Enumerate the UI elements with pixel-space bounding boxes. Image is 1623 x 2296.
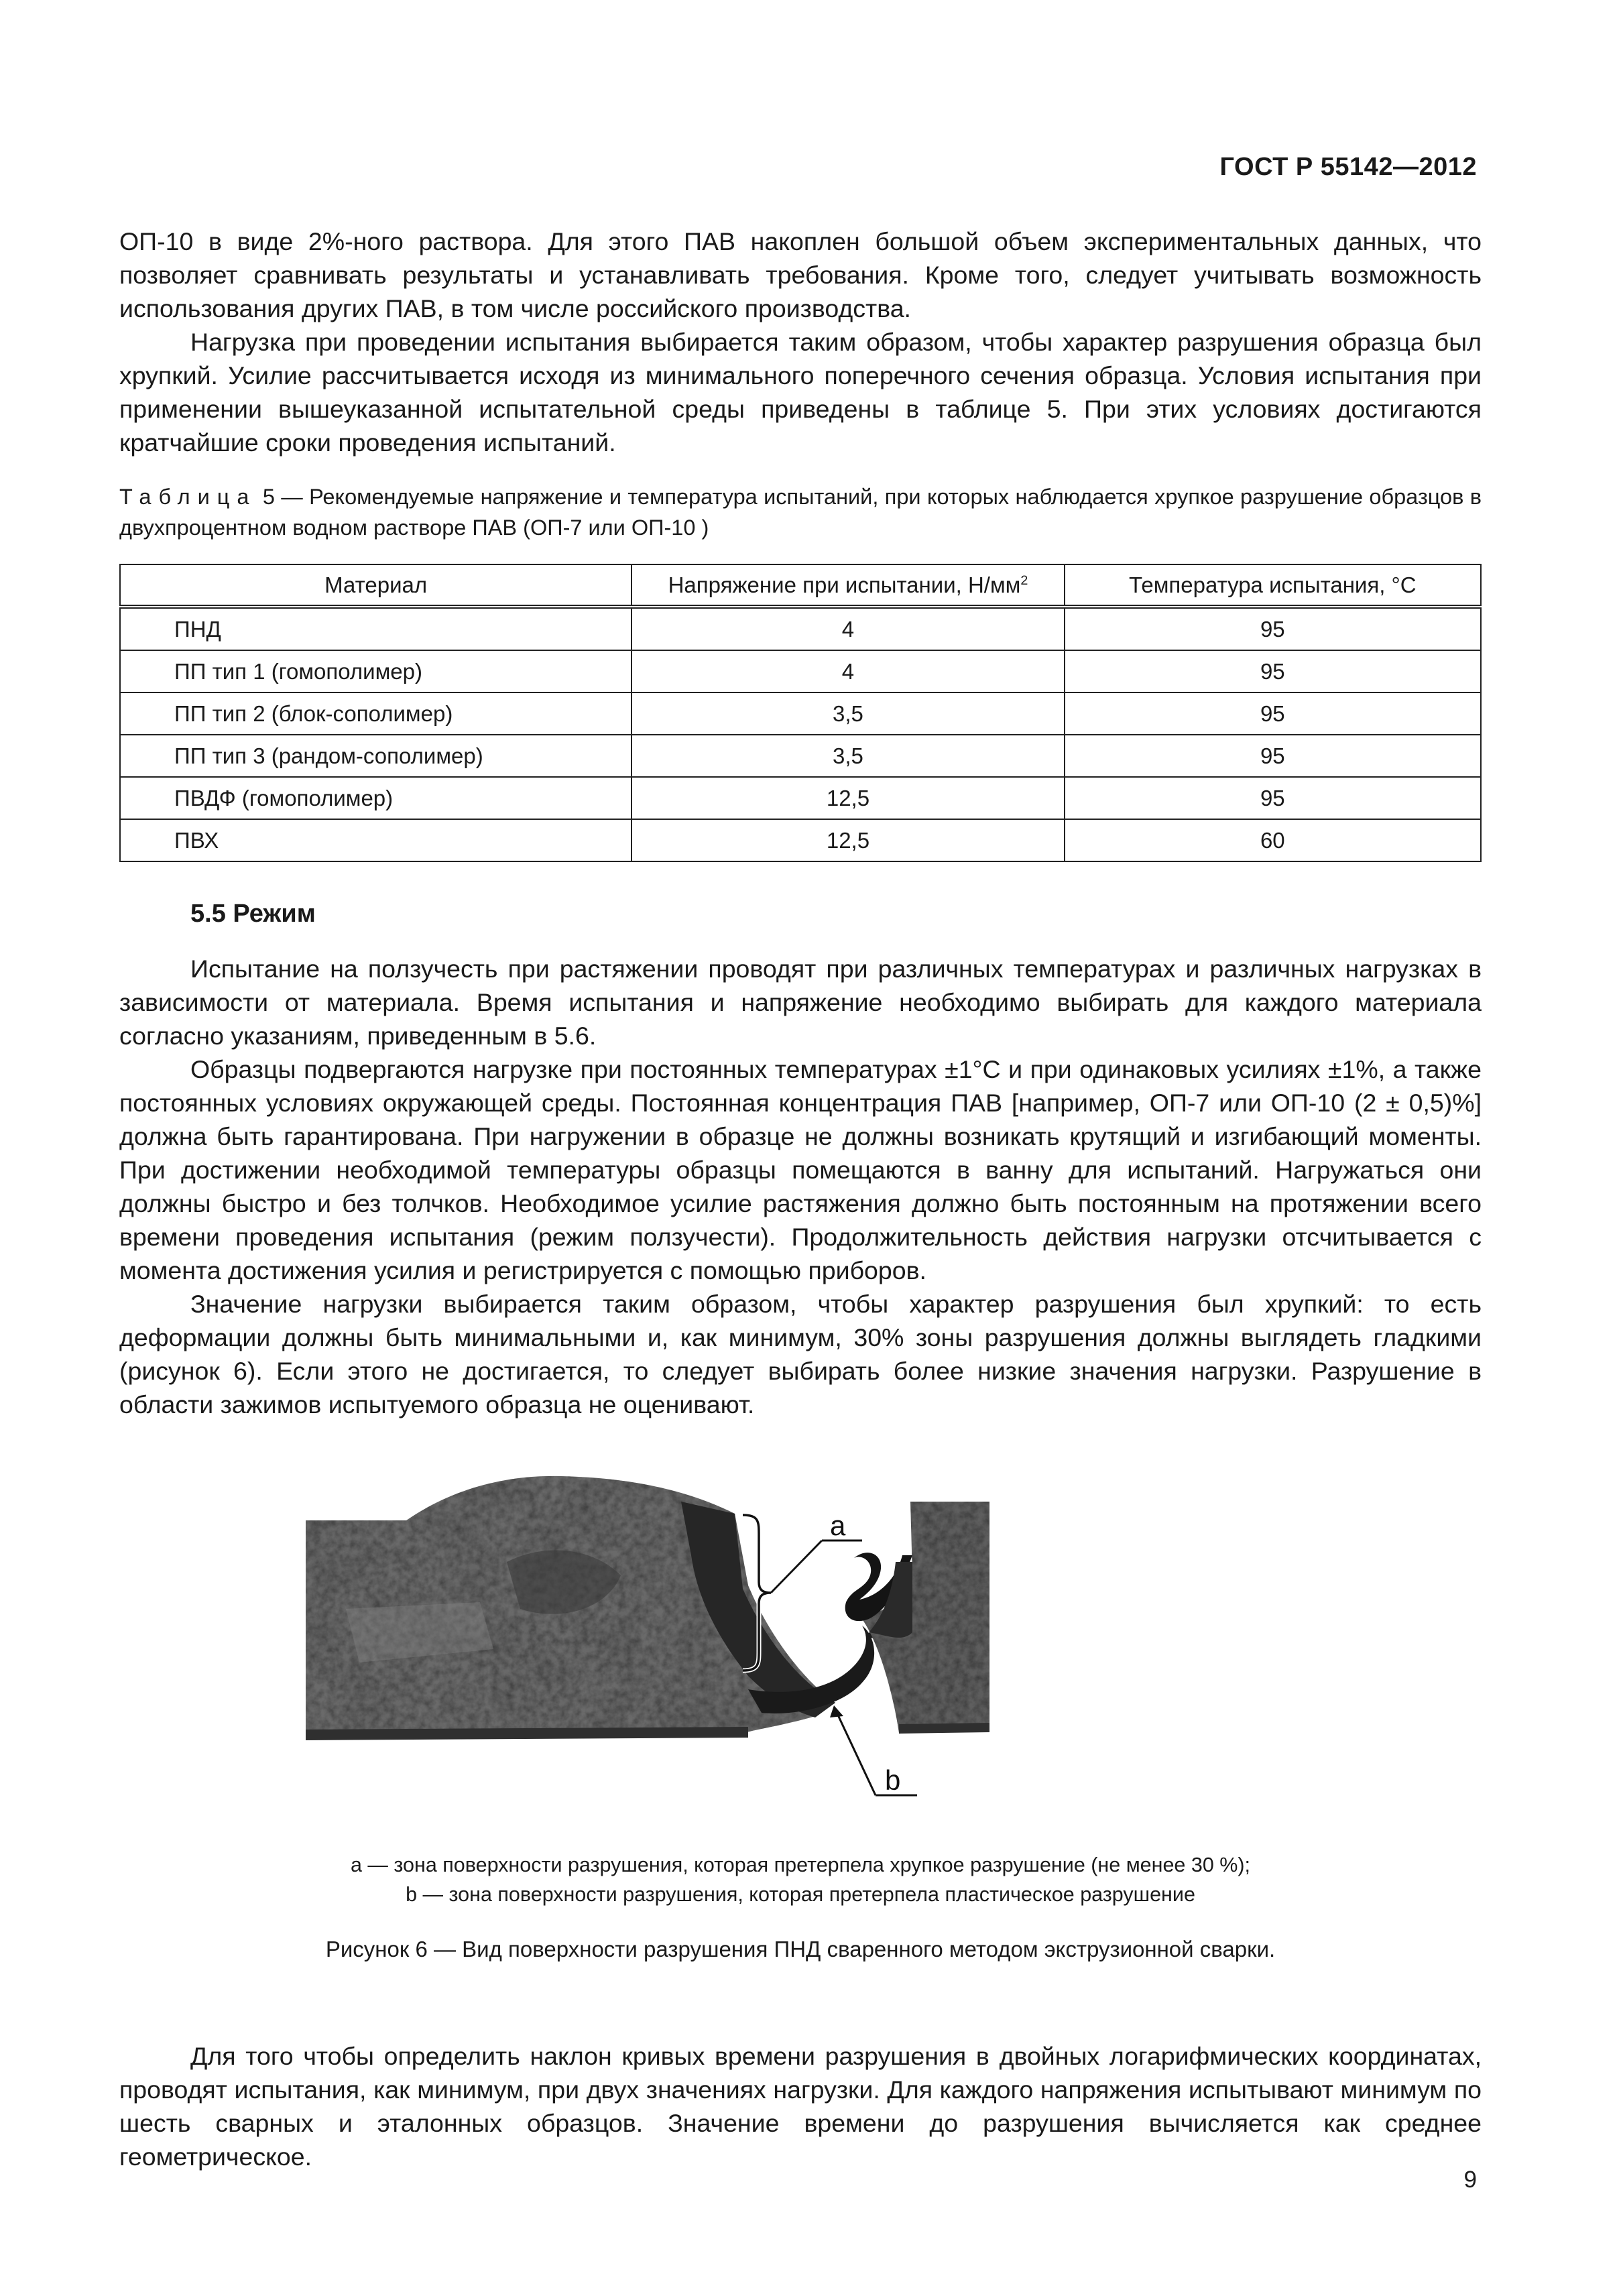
cell-temperature: 95 [1065,735,1481,777]
cell-material: ПВХ [120,819,632,861]
cell-temperature: 60 [1065,819,1481,861]
table-caption-text: 5 — Рекомендуемые напряжение и температура испытаний, при которых наблюдается хрупкое разрушение образцов в двухпроцентном водном растворе ПАВ (ОП-7 или ОП-10 ) [119,485,1482,540]
intro-text [119,225,1482,459]
table-row [120,692,1481,735]
table-header-row [120,564,1481,607]
final-text [119,2039,1482,2173]
paragraph: Для того чтобы определить наклон кривых времени разрушения в двойных логарифмических координатах, проводят испытания, как минимум, при двух значениях нагрузки. Для каждого напряжения испытывают минимум по шесть сварных и эталонных образцов. Значение времени до разрушения вычисляется как среднее геометрическое. [119,2042,1482,2171]
paragraph: Испытание на ползучесть при растяжении проводят при различных температурах и различных нагрузках в зависимости от материала. Время испытания и напряжение необходимо выбирать для каждого материала согласно указаниям, приведенным в 5.6. [119,955,1482,1050]
cell-temperature: 95 [1065,777,1481,819]
table-caption-label: Таблица [119,485,257,509]
section-title: 5.5 Режим [190,900,316,928]
cell-stress: 12,5 [632,777,1064,819]
table-row [120,819,1481,861]
cell-temperature: 95 [1065,650,1481,692]
test-conditions-table [119,564,1482,862]
table-row [120,777,1481,819]
paragraph: Образцы подвергаются нагрузке при постоянных температурах ±1°С и при одинаковых усилиях ±1%, а также постоянных условиях окружающей среды. Постоянная концентрация ПАВ [например, ОП-7 или ОП-10 (2 ± 0,5)%] должна быть гарантирована. При нагружении в образце не должны возникать крутящий и изгибающий моменты. При достижении необходимой температуры образцы помещаются в ванну для испытаний. Нагружаться они должны быстро и без толчков. Необходимое усилие растяжения должно быть постоянным на протяжении всего времени проведения испытания (режим ползучести). Продолжительность действия нагрузки отсчитывается с момента достижения усилия и регистрируется с помощью приборов. [119,1055,1482,1284]
cell-material: ПП тип 3 (рандом-сополимер) [120,735,632,777]
page-number: 9 [1463,2167,1477,2193]
cell-stress: 4 [632,607,1064,650]
figure-legend-b: b — зона поверхности разрушения, которая претерпела пластическое разрушение [406,1883,1195,1906]
cell-material: ПВДФ (гомополимер) [120,777,632,819]
document-code: ГОСТ Р 55142—2012 [1219,153,1477,181]
cell-stress: 3,5 [632,692,1064,735]
column-header-stress: Напряжение при испытании, $Н/мм^2$ [632,564,1064,607]
table-caption [119,481,1482,543]
table-row [120,607,1481,650]
cell-material: ПП тип 1 (гомополимер) [120,650,632,692]
paragraph: Нагрузка при проведении испытания выбирается таким образом, чтобы характер разрушения образца был хрупкий. Усилие рассчитывается исходя из минимального поперечного сечения образца. Условия испытания при применении вышеуказанной испытательной среды приведены в таблице 5. При этих условиях достигаются кратчайшие сроки проведения испытаний. [119,328,1482,457]
figure-legend-a: a — зона поверхности разрушения, которая претерпела хрупкое разрушение (не менее 30 %); [350,1854,1251,1876]
zone-b-label: b [885,1764,901,1796]
zone-a-label: a [830,1510,846,1541]
column-header-material: Материал [120,564,632,607]
cell-temperature: 95 [1065,692,1481,735]
cell-stress: 3,5 [632,735,1064,777]
cell-temperature: 95 [1065,607,1481,650]
paragraph: ОП-10 в виде 2%-ного раствора. Для этого ПАВ накоплен большой объем экспериментальных данных, что позволяет сравнивать результаты и устанавливать требования. Кроме того, следует учитывать возможность использования других ПАВ, в том числе российского производства. [119,227,1482,322]
section-text [119,952,1482,1421]
fracture-surface-figure [306,1475,989,1817]
figure-caption: Рисунок 6 — Вид поверхности разрушения ПНД сваренного методом экструзионной сварки. [325,1937,1276,1961]
column-header-temperature: Температура испытания, °С [1065,564,1481,607]
cell-stress: 12,5 [632,819,1064,861]
cell-stress: 4 [632,650,1064,692]
paragraph: Значение нагрузки выбирается таким образом, чтобы характер разрушения был хрупкий: то есть деформации должны быть минимальными и, как минимум, 30% зоны разрушения должны выглядеть гладкими (рисунок 6). Если этого не достигается, то следует выбирать более низкие значения нагрузки. Разрушение в области зажимов испытуемого образца не оценивают. [119,1290,1482,1418]
table-row [120,735,1481,777]
cell-material: ПНД [120,607,632,650]
table-row [120,650,1481,692]
cell-material: ПП тип 2 (блок-сополимер) [120,692,632,735]
